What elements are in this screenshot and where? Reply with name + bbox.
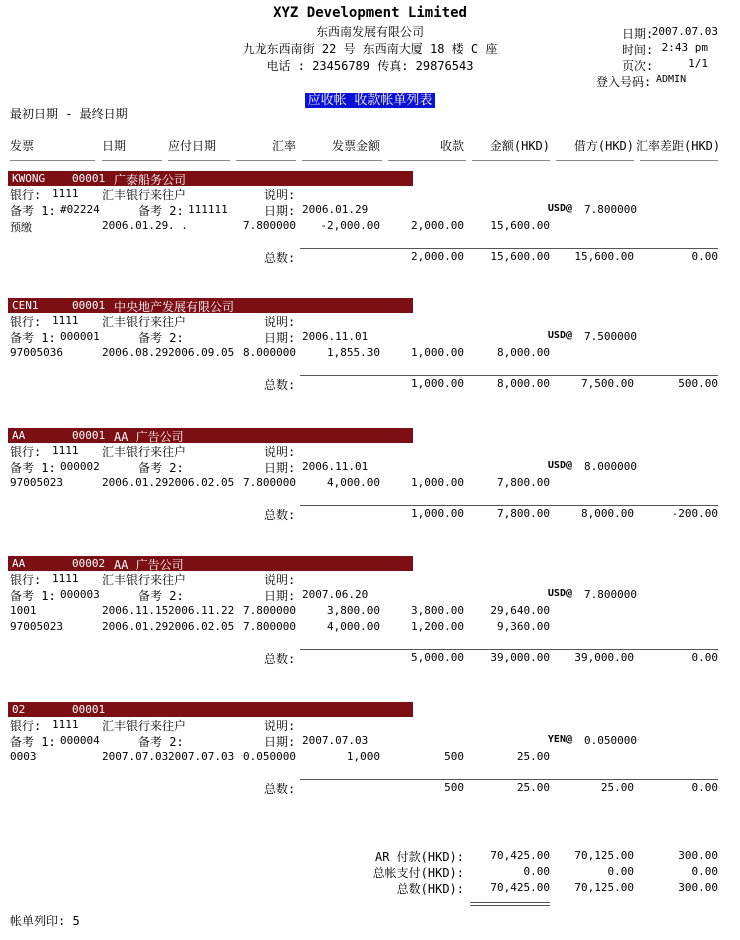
row-rate: 7.800000 — [243, 476, 296, 489]
remark2-label: 备考 2: — [138, 735, 184, 749]
currency: USD@ — [547, 330, 572, 341]
row-hkd: 29,640.00 — [490, 604, 550, 617]
row-date: 2006.11.15 — [102, 604, 169, 617]
row-amount: 4,000.00 — [327, 620, 380, 633]
customer-number: 00001 — [72, 703, 106, 716]
date-range: 最初日期 - 最终日期 — [10, 107, 128, 121]
receipt-date: 2006.11.01 — [302, 460, 369, 473]
currency-rate: 0.050000 — [584, 734, 637, 747]
row-due-date: 2006.11.22 — [168, 604, 235, 617]
total-debit: 8,000.00 — [581, 507, 634, 520]
row-amount: 3,800.00 — [327, 604, 380, 617]
remark2-value: 111111 — [188, 203, 228, 216]
row-date: 2006.01.29 — [102, 620, 169, 633]
customer-number: 00001 — [72, 172, 106, 185]
total-label: 总数: — [264, 251, 296, 265]
currency: USD@ — [547, 203, 572, 214]
date-label: 日期: — [264, 589, 296, 603]
bank-name: 汇丰银行来往户 — [102, 445, 187, 459]
customer-bar — [8, 556, 413, 571]
company-address: 九龙东西南街 22 号 东西南大厦 18 楼 C 座 — [242, 42, 498, 56]
customer-code: AA — [12, 429, 26, 442]
total-paid: 1,000.00 — [411, 507, 464, 520]
bank-label: 银行: — [10, 445, 42, 459]
remark1-value: 000002 — [60, 460, 100, 473]
remark1-value: #02224 — [60, 203, 100, 216]
bank-code: 1111 — [52, 314, 79, 327]
desc-label: 说明: — [264, 445, 296, 459]
customer-number: 00001 — [72, 299, 106, 312]
total-diff: 0.00 — [691, 651, 718, 664]
bank-label: 银行: — [10, 573, 42, 587]
col-invoice: 发票 — [10, 139, 35, 153]
remark2-label: 备考 2: — [138, 589, 184, 603]
col-rule — [640, 160, 718, 161]
summary-total-debit: 70,125.00 — [574, 881, 634, 894]
row-due-date: 2007.07.03 — [168, 750, 235, 763]
currency: USD@ — [547, 588, 572, 599]
company-name-en: XYZ Development Limited — [273, 5, 467, 21]
remark2-label: 备考 2: — [138, 461, 184, 475]
remark1-label: 备考 1: — [10, 461, 56, 475]
remark1-label: 备考 1: — [10, 204, 56, 218]
col-paid: 收款 — [439, 139, 464, 153]
total-paid: 500 — [444, 781, 464, 794]
row-invoice: 预缴 — [10, 221, 32, 234]
row-rate: 0.050000 — [243, 750, 296, 763]
total-hkd: 15,600.00 — [490, 250, 550, 263]
row-hkd: 25.00 — [516, 750, 550, 763]
date-label: 日期: — [264, 461, 296, 475]
remark1-value: 000004 — [60, 734, 100, 747]
currency-rate: 8.000000 — [584, 460, 637, 473]
summary-ar-hkd: 70,425.00 — [490, 849, 550, 862]
total-label: 总数: — [264, 652, 296, 666]
bank-code: 1111 — [52, 718, 79, 731]
summary-ar-label: AR 付款(HKD): — [374, 850, 464, 864]
currency-rate: 7.800000 — [584, 203, 637, 216]
bank-name: 汇丰银行来往户 — [102, 315, 187, 329]
report-title: 应收帐 收款帐单列表 — [305, 93, 436, 108]
row-due-date: 2006.02.05 — [168, 620, 235, 633]
summary-total-hkd: 70,425.00 — [490, 881, 550, 894]
total-rule — [300, 649, 718, 650]
meta-time-label: 时间: — [622, 43, 654, 57]
col-due-date: 应付日期 — [168, 139, 217, 153]
col-date: 日期 — [102, 139, 127, 153]
row-date: 2006.08.29 — [102, 346, 169, 359]
col-rule — [168, 160, 230, 161]
customer-bar — [8, 702, 413, 717]
receipt-date: 2007.07.03 — [302, 734, 369, 747]
row-invoice: 97005023 — [10, 620, 63, 633]
total-label: 总数: — [264, 782, 296, 796]
col-rule — [388, 160, 466, 161]
row-invoice: 97005036 — [10, 346, 63, 359]
total-hkd: 25.00 — [516, 781, 550, 794]
remark2-label: 备考 2: — [138, 204, 184, 218]
remark1-value: 000001 — [60, 330, 100, 343]
bank-code: 1111 — [52, 187, 79, 200]
summary-gl-hkd: 0.00 — [523, 865, 550, 878]
bank-name: 汇丰银行来往户 — [102, 573, 187, 587]
row-paid: 1,000.00 — [411, 476, 464, 489]
customer-name: AA 广告公司 — [114, 430, 184, 444]
customer-name: 广泰船务公司 — [114, 173, 187, 187]
total-rule — [300, 248, 718, 249]
row-due-date: 2006.02.05 — [168, 476, 235, 489]
meta-date-label: 日期: — [622, 27, 654, 41]
currency-rate: 7.500000 — [584, 330, 637, 343]
col-debit: 借方(HKD) — [573, 139, 634, 153]
desc-label: 说明: — [264, 188, 296, 202]
total-diff: 0.00 — [691, 250, 718, 263]
bank-name: 汇丰银行来往户 — [102, 719, 187, 733]
row-amount: 1,000 — [346, 750, 380, 763]
currency-rate: 7.800000 — [584, 588, 637, 601]
remark1-label: 备考 1: — [10, 331, 56, 345]
total-paid: 1,000.00 — [411, 377, 464, 390]
row-invoice: 97005023 — [10, 476, 63, 489]
col-rule — [10, 160, 95, 161]
customer-bar — [8, 298, 413, 313]
total-paid: 5,000.00 — [411, 651, 464, 664]
total-debit: 25.00 — [600, 781, 634, 794]
meta-page-label: 页次: — [622, 59, 654, 73]
customer-code: KWONG — [12, 172, 46, 185]
col-amount: 发票金额 — [331, 139, 380, 153]
summary-total-diff: 300.00 — [678, 881, 718, 894]
total-label: 总数: — [264, 508, 296, 522]
row-invoice: 1001 — [10, 604, 37, 617]
row-date: 2007.07.03 — [102, 750, 169, 763]
col-rate: 汇率 — [271, 139, 296, 153]
meta-page-value: 1/1 — [688, 57, 708, 70]
total-debit: 15,600.00 — [574, 250, 634, 263]
col-rule — [236, 160, 296, 161]
row-paid: 1,000.00 — [411, 346, 464, 359]
col-rule — [302, 160, 382, 161]
customer-name: 中央地产发展有限公司 — [114, 300, 235, 314]
bank-code: 1111 — [52, 572, 79, 585]
row-paid: 1,200.00 — [411, 620, 464, 633]
row-hkd: 7,800.00 — [497, 476, 550, 489]
row-rate: 8.000000 — [243, 346, 296, 359]
meta-login-label: 登入号码: — [596, 75, 652, 89]
desc-label: 说明: — [264, 315, 296, 329]
row-hkd: 15,600.00 — [490, 219, 550, 232]
customer-number: 00002 — [72, 557, 106, 570]
total-rule — [300, 375, 718, 376]
col-hkd: 金额(HKD) — [489, 139, 550, 153]
customer-code: CEN1 — [12, 299, 39, 312]
col-rule — [472, 160, 550, 161]
customer-name: AA 广告公司 — [114, 558, 184, 572]
row-due-date: 2006.09.05 — [168, 346, 235, 359]
row-rate: 7.800000 — [243, 620, 296, 633]
receipt-date: 2007.06.20 — [302, 588, 369, 601]
customer-bar — [8, 428, 413, 443]
bank-label: 银行: — [10, 719, 42, 733]
total-debit: 7,500.00 — [581, 377, 634, 390]
row-rate: 7.800000 — [243, 604, 296, 617]
meta-time-value: 2:43 pm — [661, 41, 708, 54]
meta-login-value: ADMIN — [656, 74, 687, 85]
receipt-date: 2006.11.01 — [302, 330, 369, 343]
col-diff: 汇率差距(HKD) — [636, 139, 721, 153]
total-hkd: 8,000.00 — [497, 377, 550, 390]
total-paid: 2,000.00 — [411, 250, 464, 263]
double-underline — [470, 902, 550, 903]
row-amount: -2,000.00 — [320, 219, 380, 232]
meta-date-value: 2007.07.03 — [651, 25, 718, 38]
bank-code: 1111 — [52, 444, 79, 457]
total-diff: -200.00 — [671, 507, 718, 520]
remark2-label: 备考 2: — [138, 331, 184, 345]
company-phone: 电话 : 23456789 传真: 29876543 — [266, 59, 474, 73]
total-diff: 0.00 — [691, 781, 718, 794]
total-hkd: 7,800.00 — [497, 507, 550, 520]
total-label: 总数: — [264, 378, 296, 392]
row-paid: 500 — [444, 750, 464, 763]
footer-print-count: 帐单列印: 5 — [10, 914, 80, 928]
remark1-label: 备考 1: — [10, 589, 56, 603]
summary-gl-debit: 0.00 — [607, 865, 634, 878]
total-rule — [300, 779, 718, 780]
row-paid: 3,800.00 — [411, 604, 464, 617]
desc-label: 说明: — [264, 573, 296, 587]
summary-gl-label: 总帐支付(HKD): — [372, 866, 464, 880]
row-hkd: 8,000.00 — [497, 346, 550, 359]
customer-number: 00001 — [72, 429, 106, 442]
row-due-date: . . — [168, 219, 188, 232]
double-underline — [470, 905, 550, 906]
row-rate: 7.800000 — [243, 219, 296, 232]
row-amount: 1,855.30 — [327, 346, 380, 359]
currency: USD@ — [547, 460, 572, 471]
row-hkd: 9,360.00 — [497, 620, 550, 633]
desc-label: 说明: — [264, 719, 296, 733]
remark1-label: 备考 1: — [10, 735, 56, 749]
summary-ar-debit: 70,125.00 — [574, 849, 634, 862]
total-debit: 39,000.00 — [574, 651, 634, 664]
bank-label: 银行: — [10, 315, 42, 329]
row-amount: 4,000.00 — [327, 476, 380, 489]
total-rule — [300, 505, 718, 506]
total-diff: 500.00 — [678, 377, 718, 390]
row-date: 2006.01.29 — [102, 476, 169, 489]
date-label: 日期: — [264, 331, 296, 345]
summary-ar-diff: 300.00 — [678, 849, 718, 862]
summary-gl-diff: 0.00 — [691, 865, 718, 878]
remark1-value: 000003 — [60, 588, 100, 601]
col-rule — [556, 160, 634, 161]
customer-code: 02 — [12, 703, 26, 716]
summary-total-label: 总数(HKD): — [396, 882, 464, 896]
bank-label: 银行: — [10, 188, 42, 202]
receipt-date: 2006.01.29 — [302, 203, 369, 216]
col-rule — [102, 160, 162, 161]
row-paid: 2,000.00 — [411, 219, 464, 232]
total-hkd: 39,000.00 — [490, 651, 550, 664]
customer-bar — [8, 171, 413, 186]
row-date: 2006.01.29 — [102, 219, 169, 232]
company-name-cn: 东西南发展有限公司 — [315, 25, 424, 39]
customer-code: AA — [12, 557, 26, 570]
date-label: 日期: — [264, 735, 296, 749]
row-invoice: 0003 — [10, 750, 37, 763]
date-label: 日期: — [264, 204, 296, 218]
bank-name: 汇丰银行来往户 — [102, 188, 187, 202]
currency: YEN@ — [547, 734, 572, 745]
